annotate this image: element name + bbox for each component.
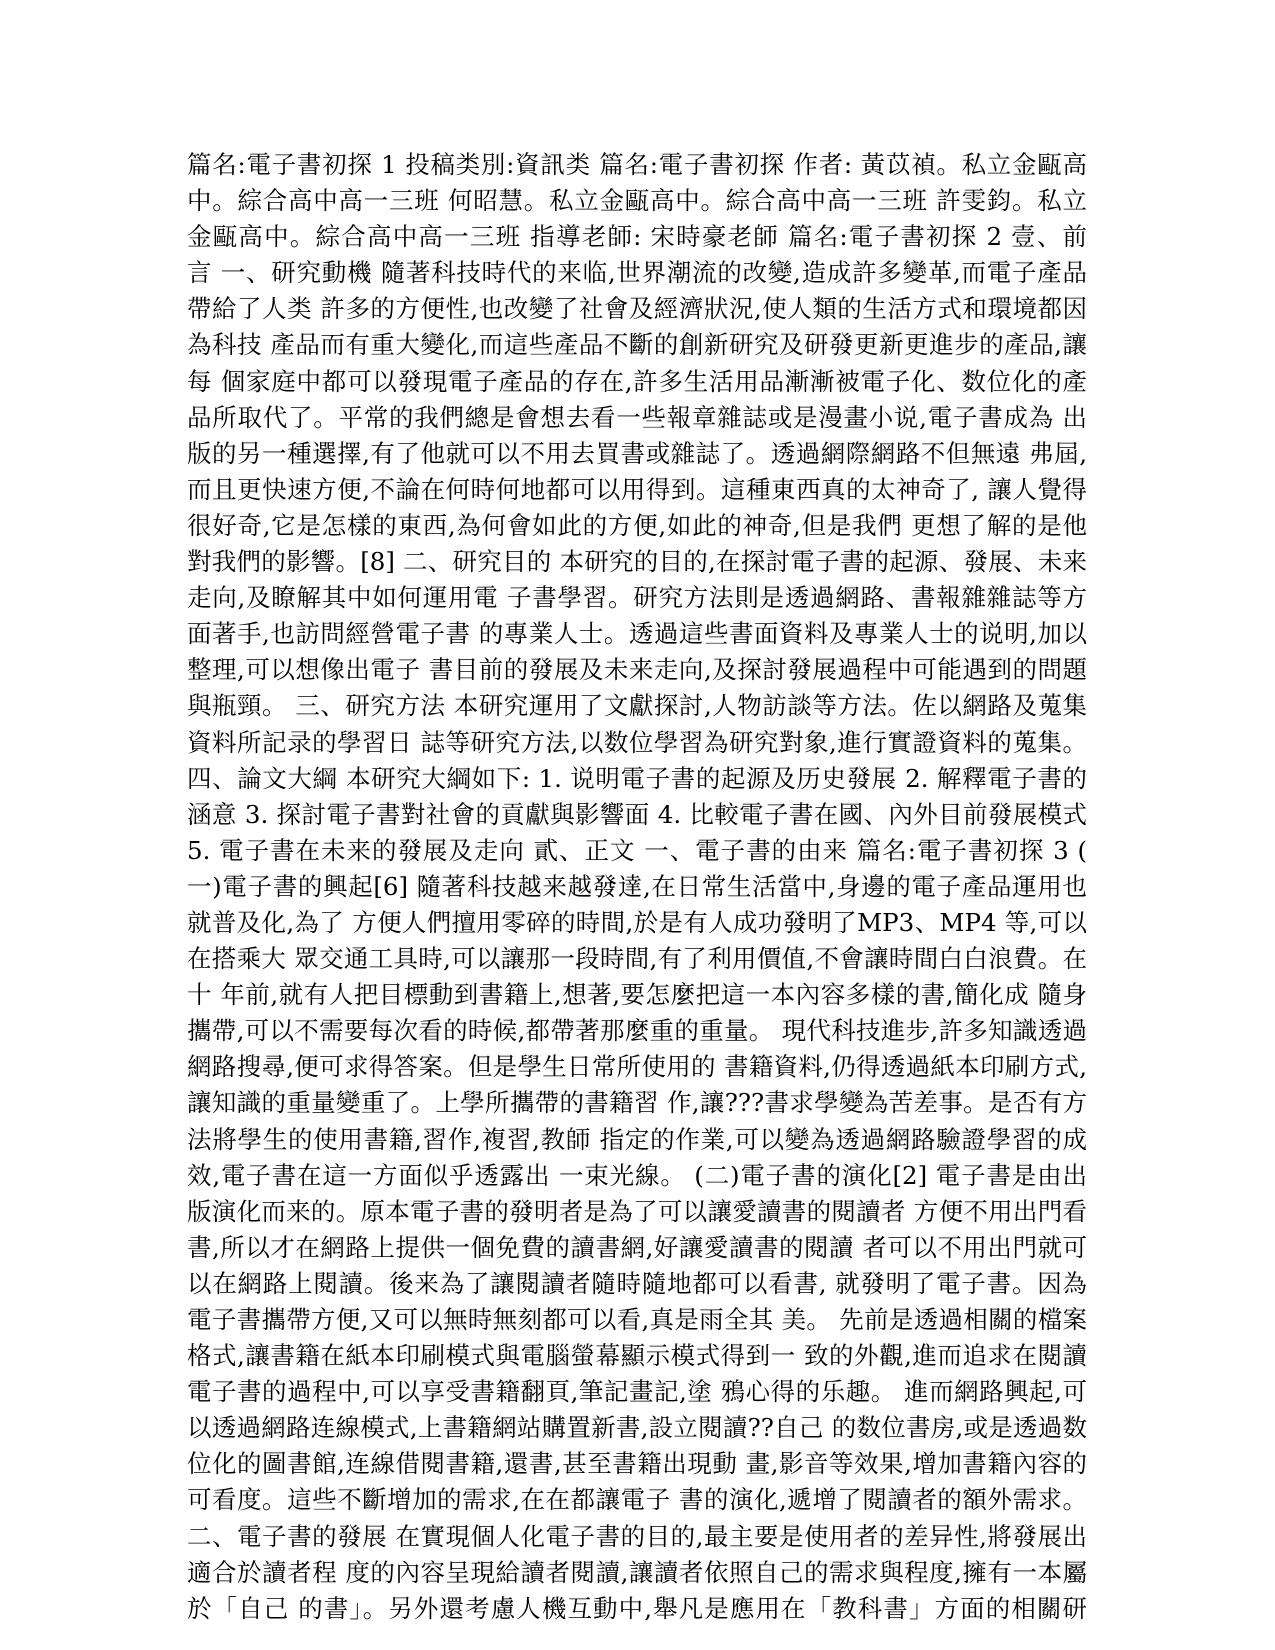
text-line: 涵意 3. 探討電子書對社會的貢獻與影響面 4. 比較電子書在國、內外目前發展模式	[187, 799, 1087, 829]
text-line: 很好奇,它是怎樣的東西,為何會如此的方便,如此的神奇,但是我們 更想了解的是他	[187, 510, 1087, 540]
text-line: 在搭乘大 眾交通工具時,可以讓那一段時間,有了利用價值,不會讓時間白白浪費。在	[187, 944, 1087, 974]
text-line: 適合於讀者程 度的內容呈現給讀者閱讀,讓讀者依照自己的需求與程度,擁有一本屬	[187, 1557, 1087, 1587]
text-line: 資料所記录的學習日 誌等研究方法,以数位學習為研究對象,進行實證資料的蒐集。	[187, 727, 1087, 757]
text-line: 而且更快速方便,不論在何時何地都可以用得到。這種東西真的太神奇了, 讓人覺得	[187, 474, 1087, 504]
text-line: 四、論文大綱 本研究大綱如下: 1. 说明電子書的起源及历史發展 2. 解釋電子書的	[187, 763, 1087, 793]
text-line: 格式,讓書籍在紙本印刷模式與電腦螢幕顯示模式得到一 致的外觀,進而追求在閱讀	[187, 1341, 1087, 1371]
text-line: 篇名:電子書初探 1 投稿类別:資訊类 篇名:電子書初探 作者: 黃苡禎。私立金甌高	[187, 150, 1087, 179]
text-line: 品所取代了。平常的我們總是會想去看一些報章雜誌或是漫畫小说,電子書成為 出	[187, 402, 1087, 432]
text-line: 二、電子書的發展 在實現個人化電子書的目的,最主要是使用者的差异性,將發展出	[187, 1521, 1087, 1551]
text-line: 以在網路上閱讀。後来為了讓閱讀者隨時隨地都可以看書, 就發明了電子書。因為	[187, 1268, 1087, 1298]
body-text	[187, 147, 1087, 1627]
text-line: 版的另一種選擇,有了他就可以不用去買書或雜誌了。透過網際網路不但無遠 弗屆,	[187, 438, 1087, 468]
text-line: 書,所以才在網路上提供一個免費的讀書網,好讓愛讀書的閱讀 者可以不用出門就可	[187, 1232, 1087, 1262]
text-line: 每 個家庭中都可以發現電子產品的存在,許多生活用品漸漸被電子化、数位化的產	[187, 366, 1087, 396]
text-line: 對我們的影響。[8] 二、研究目的 本研究的目的,在探討電子書的起源、發展、未来	[187, 547, 1087, 577]
text-line: 面著手,也訪問經營電子書 的專業人士。透過這些書面資料及專業人士的说明,加以	[187, 619, 1087, 649]
text-line: 與瓶頸。 三、研究方法 本研究運用了文獻探討,人物訪談等方法。佐以網路及蒐集	[187, 691, 1087, 721]
text-line: 中。綜合高中高一三班 何昭慧。私立金甌高中。綜合高中高一三班 許雯鈞。私立	[187, 186, 1087, 216]
text-line: 以透過網路连線模式,上書籍網站購置新書,設立閱讀??自己 的数位書房,或是透過数	[187, 1413, 1087, 1443]
text-line: 一)電子書的興起[6] 隨著科技越来越發達,在日常生活當中,身邊的電子產品運用也	[187, 871, 1087, 901]
text-line: 版演化而来的。原本電子書的發明者是為了可以讓愛讀書的閱讀者 方便不用出門看	[187, 1196, 1087, 1226]
text-line: 整理,可以想像出電子 書目前的發展及未来走向,及探討發展過程中可能遇到的問題	[187, 655, 1087, 685]
text-line: 5. 電子書在未来的發展及走向 貳、正文 一、電子書的由来 篇名:電子書初探 3 (	[187, 835, 1087, 865]
text-line: 言 一、研究動機 隨著科技時代的来临,世界潮流的改變,造成許多變革,而電子產品	[187, 258, 1087, 288]
text-line: 金甌高中。綜合高中高一三班 指導老師: 宋時豪老師 篇名:電子書初探 2 壹、前	[187, 222, 1087, 252]
text-line: 十 年前,就有人把目標動到書籍上,想著,要怎麼把這一本內容多樣的書,簡化成 隨身	[187, 980, 1087, 1010]
text-line: 可看度。這些不斷增加的需求,在在都讓電子 書的演化,遞增了閱讀者的額外需求。	[187, 1485, 1087, 1515]
text-line: 效,電子書在這一方面似乎透露出 一束光線。 (二)電子書的演化[2] 電子書是由出	[187, 1160, 1087, 1190]
text-line: 電子書的過程中,可以享受書籍翻頁,筆記畫記,塗 鴉心得的乐趣。 進而網路興起,可	[187, 1377, 1087, 1407]
text-line: 就普及化,為了 方便人們擅用零碎的時間,於是有人成功發明了MP3、MP4 等,可以	[187, 907, 1087, 937]
text-line: 法將學生的使用書籍,習作,複習,教師 指定的作業,可以變為透過網路驗證學習的成	[187, 1124, 1087, 1154]
text-line: 位化的圖書館,连線借閱書籍,還書,甚至書籍出現動 畫,影音等效果,增加書籍內容的	[187, 1449, 1087, 1479]
text-line: 於「自己 的書」。另外還考慮人機互動中,舉凡是應用在「教科書」方面的相關研	[187, 1593, 1087, 1623]
text-line: 為科技 產品而有重大變化,而這些產品不斷的創新研究及研發更新更進步的產品,讓	[187, 330, 1087, 360]
text-line: 網路搜尋,便可求得答案。但是學生日常所使用的 書籍資料,仍得透過紙本印刷方式,	[187, 1052, 1087, 1082]
text-line: 電子書攜帶方便,又可以無時無刻都可以看,真是雨全其 美。 先前是透過相關的檔案	[187, 1305, 1087, 1334]
text-line: 讓知識的重量變重了。上學所攜帶的書籍習 作,讓???書求學變為苦差事。是否有方	[187, 1088, 1087, 1118]
text-line: 攜帶,可以不需要每次看的時候,都帶著那麼重的重量。 現代科技進步,許多知識透過	[187, 1016, 1087, 1046]
text-line: 走向,及瞭解其中如何運用電 子書學習。研究方法則是透過網路、書報雜雜誌等方	[187, 583, 1087, 613]
text-line: 帶給了人类 許多的方便性,也改變了社會及經濟狀況,使人類的生活方式和環境都因	[187, 294, 1087, 324]
